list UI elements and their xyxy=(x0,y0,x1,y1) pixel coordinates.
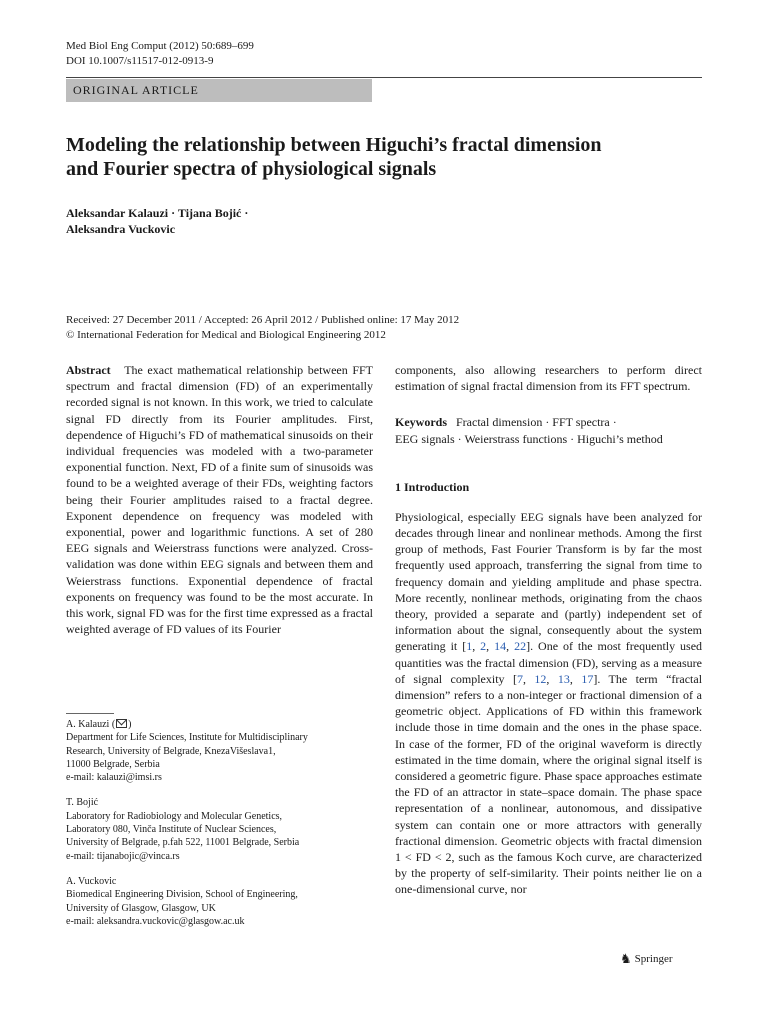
keywords xyxy=(395,414,702,446)
citation-link[interactable]: 7 xyxy=(516,671,523,686)
doi[interactable]: DOI 10.1007/s11517-012-0913-9 xyxy=(66,55,214,67)
title-line-2: and Fourier spectra of physiological signals xyxy=(66,158,437,180)
abstract-paragraph xyxy=(66,362,373,637)
author-email[interactable]: e-mail: aleksandra.vuckovic@glasgow.ac.uk xyxy=(66,915,245,927)
intro-text-1: Physiological, especially EEG signals have been analyzed for decades through linear and nonlinear methods. Among the first group of methods, Fast Fourier Transform is by far the most frequently used approach, transferring the signal from time to frequency domain and yielding amplitude and phase spectra. More recently, nonlinear methods, originating from the chaos theory, provided a separate and (partly) independent set of information about the signal, consequently about the system generating it xyxy=(395,509,702,654)
affiliation-line: Research, University of Belgrade, KnezaVišeslava1, xyxy=(66,745,276,757)
citation-link[interactable]: 12 xyxy=(534,671,547,686)
intro-text-3: ]. The term “fractal dimension” refers to a non-integer or fractional dimension of a geometric object. Applications of FD within this framework include those in time domain and the ones in the phase space. In case of the former, FD of the original waveform is directly estimated in the time domain, where the original signal itself is considered a geometric figure. Phase space approaches estimate the FD of an attractor in state–space domain. The phase space representation of a nonlinear, autonomous, and dissipative system can contain one or more attractors with generally fractional dimension. Geometric objects with fractal dimension 1 < FD < 2, such as the famous Koch curve, are characterized by the property of self-similarity. Their points neither lie on a one-dimensional curve, nor xyxy=(395,671,703,897)
publisher-name: Springer xyxy=(634,953,673,965)
abstract-text: The exact mathematical relationship between FFT spectrum and fractal dimension (FD) of an experimentally recorded signal is not known. In this work, we tried to calculate signal FD directly from its Fourier amplitudes. First, dependence of Higuchi’s FD of mathematical sinusoids on their individual frequencies was modeled with a two-parameter exponential function. Next, FD of a finite sum of sinusoids was found to be a weighted average of their FDs, weighting factors being their Fourier amplitudes raised to a fractal degree. Exponent dependence on frequency was modeled with exponential, power and logarithmic functions. A set of 280 EEG signals and Weierstrass functions were analyzed. Cross-validation was done within EEG signals and between them and Weierstrass functions. Exponential dependence of fractal exponents on frequency was found to be the most accurate. In this work, signal FD was for the first time expressed as a fractal weighted average of FD values of its Fourier xyxy=(66,363,373,637)
affiliation-bojic xyxy=(66,796,373,862)
affiliation-name: A. Kalauzi ( xyxy=(66,719,116,730)
author-email[interactable]: e-mail: kalauzi@imsi.rs xyxy=(66,772,162,784)
right-column xyxy=(395,362,702,898)
introduction-heading: 1 Introduction xyxy=(395,479,470,494)
keywords-line-2: EEG signals · Weierstrass functions · Higuchi’s method xyxy=(395,431,663,446)
citation-link[interactable]: 1 xyxy=(466,639,473,654)
authors-line-2: Aleksandra Vuckovic xyxy=(66,222,176,236)
article-title xyxy=(66,133,706,181)
affiliation-line: Biomedical Engineering Division, School of Engineering, xyxy=(66,889,298,901)
affiliation-line: University of Glasgow, Glasgow, UK xyxy=(66,902,216,914)
ref-bracket-close: ]. xyxy=(526,639,539,654)
citation-link[interactable]: 17 xyxy=(581,671,594,686)
citation-link[interactable]: 13 xyxy=(557,671,570,686)
intro-text-2: One of the most frequently used quantities was the fractal dimension (FD), serving as a measure of signal complexity xyxy=(395,639,703,686)
affiliation-line: Laboratory for Radiobiology and Molecular Genetics, xyxy=(66,810,283,822)
article-type-banner: ORIGINAL ARTICLE xyxy=(66,79,372,102)
affiliation-author: A. Vuckovic xyxy=(66,875,117,887)
affiliation-author: T. Bojić xyxy=(66,797,99,809)
publication-dates xyxy=(66,313,706,343)
keywords-label: Keywords xyxy=(395,415,447,430)
affiliation-line: University of Belgrade, p.fah 522, 11001 Belgrade, Serbia xyxy=(66,837,300,849)
citation-link[interactable]: 22 xyxy=(514,639,527,654)
author-list xyxy=(66,205,466,237)
ref-bracket-open: [ xyxy=(457,639,467,654)
authors-line-1: Aleksandar Kalauzi · Tijana Bojić · xyxy=(66,206,249,220)
keywords-line-1: Fractal dimension · FFT spectra · xyxy=(456,415,617,430)
affiliation-line: Laboratory 080, Vinča Institute of Nuclear Sciences, xyxy=(66,824,277,836)
header-rule xyxy=(66,77,702,78)
citation-link[interactable]: 2 xyxy=(480,639,487,654)
springer-horse-logo-icon: ♞ xyxy=(620,951,632,966)
copyright-notice: © International Federation for Medical and Biological Engineering 2012 xyxy=(66,329,386,341)
affiliation-author xyxy=(66,718,373,731)
affiliation-name-close: ) xyxy=(128,719,132,730)
author-email[interactable]: e-mail: tijanabojic@vinca.rs xyxy=(66,850,180,862)
affiliation-vuckovic xyxy=(66,875,373,928)
citation-link[interactable]: 14 xyxy=(494,639,507,654)
affiliations xyxy=(66,718,373,940)
affiliation-line: 11000 Belgrade, Serbia xyxy=(66,758,160,770)
abstract-label: Abstract xyxy=(66,363,111,377)
journal-header xyxy=(66,39,254,69)
left-column xyxy=(66,362,373,637)
envelope-icon xyxy=(116,719,127,728)
affiliation-rule xyxy=(66,713,114,714)
journal-citation: Med Biol Eng Comput (2012) 50:689–699 xyxy=(66,40,254,52)
affiliation-kalauzi xyxy=(66,718,373,784)
introduction-paragraph: Physiological, especially EEG signals have been analyzed for decades through linear and nonlinear methods. Among the first group of methods, Fast Fourier Transform is by far the most frequently used approach, transferring the signal from time to frequency domain and yielding amplitude and phase spectra. More recently, nonlinear methods, originating from the chaos theory, provided a separate and (partly) independent set of information about the signal, consequently about the system generating it [1, 2, 14, 22]. One of the most frequently used quantities was the fractal dimension (FD), serving as a measure of signal complexity [7, 12, 13, 17]. The term “fractal dimension” refers to a non-integer or fractional dimension of a geometric object. Applications of FD within this framework include those in time domain and the ones in the phase space. In case of the former, FD of the original waveform is directly estimated in the time domain, where the original signal itself is considered a geometric figure. Phase space approaches estimate the FD of an attractor in state–space domain. The phase space representation of a nonlinear, autonomous, and dissipative system can contain one or more attractors with generally fractional dimension. Geometric objects with fractal dimension 1 < FD < 2, such as the famous Koch curve, are characterized by the property of self-similarity. Their points neither lie on a one-dimensional curve, nor xyxy=(395,509,703,897)
title-line-1: Modeling the relationship between Higuchi’s fractal dimension xyxy=(66,134,602,156)
abstract-continuation: components, also allowing researchers to perform direct estimation of signal fractal dimension from its FFT spectrum. xyxy=(395,363,702,394)
publisher-mark xyxy=(620,951,673,967)
history-dates: Received: 27 December 2011 / Accepted: 26 April 2012 / Published online: 17 May 2012 xyxy=(66,314,460,326)
affiliation-line: Department for Life Sciences, Institute for Multidisciplinary xyxy=(66,732,308,744)
